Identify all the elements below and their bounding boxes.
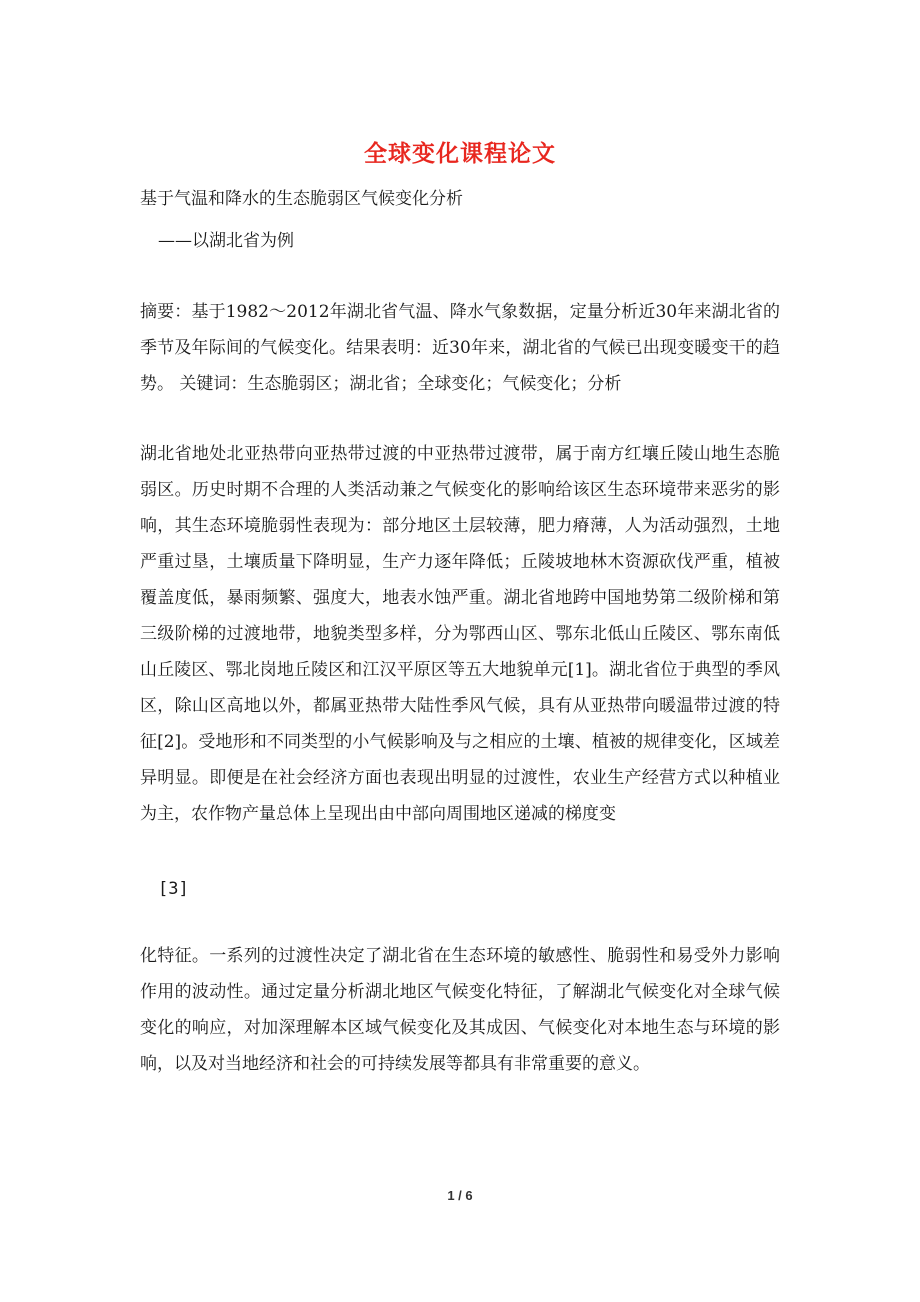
subtitle-case: ——以湖北省为例	[158, 231, 294, 251]
subtitle: 基于气温和降水的生态脆弱区气候变化分析	[140, 189, 463, 209]
page-title: 全球变化课程论文	[364, 140, 556, 167]
body-paragraph-2: 化特征。一系列的过渡性决定了湖北省在生态环境的敏感性、脆弱性和易受外力影响作用的波动性。通过定量分析湖北地区气候变化特征，了解湖北气候变化对全球气候变化的响应，对加深理解本区域气候变化及其成因、气候变化对本地生态与环境的影响，以及对当地经济和社会的可持续发展等都具有非常重要的意义。	[140, 946, 780, 1074]
page-number: 1 / 6	[447, 1188, 473, 1203]
abstract-paragraph: 摘要：基于1982～2012年湖北省气温、降水气象数据，定量分析近30年来湖北省的季节及年际间的气候变化。结果表明：近30年来，湖北省的气候已出现变暖变干的趋势。 关键词：生态脆弱区；湖北省；全球变化；气候变化；分析	[140, 302, 780, 394]
reference-mark: [3]	[158, 879, 189, 899]
body-paragraph-1: 湖北省地处北亚热带向亚热带过渡的中亚热带过渡带，属于南方红壤丘陵山地生态脆弱区。历史时期不合理的人类活动兼之气候变化的影响给该区生态环境带来恶劣的影响，其生态环境脆弱性表现为：部分地区土层较薄，肥力瘠薄，人为活动强烈，土地严重过垦，土壤质量下降明显，生产力逐年降低；丘陵坡地林木资源砍伐严重，植被覆盖度低，暴雨频繁、强度大，地表水蚀严重。湖北省地跨中国地势第二级阶梯和第三级阶梯的过渡地带，地貌类型多样，分为鄂西山区、鄂东北低山丘陵区、鄂东南低山丘陵区、鄂北岗地丘陵区和江汉平原区等五大地貌单元[1]。湖北省位于典型的季风区，除山区高地以外，都属亚热带大陆性季风气候，具有从亚热带向暖温带过渡的特征[2]。受地形和不同类型的小气候影响及与之相应的土壤、植被的规律变化，区域差异明显。即便是在社会经济方面也表现出明显的过渡性，农业生产经营方式以种植业为主，农作物产量总体上呈现出由中部向周围地区递减的梯度变	[140, 444, 780, 824]
